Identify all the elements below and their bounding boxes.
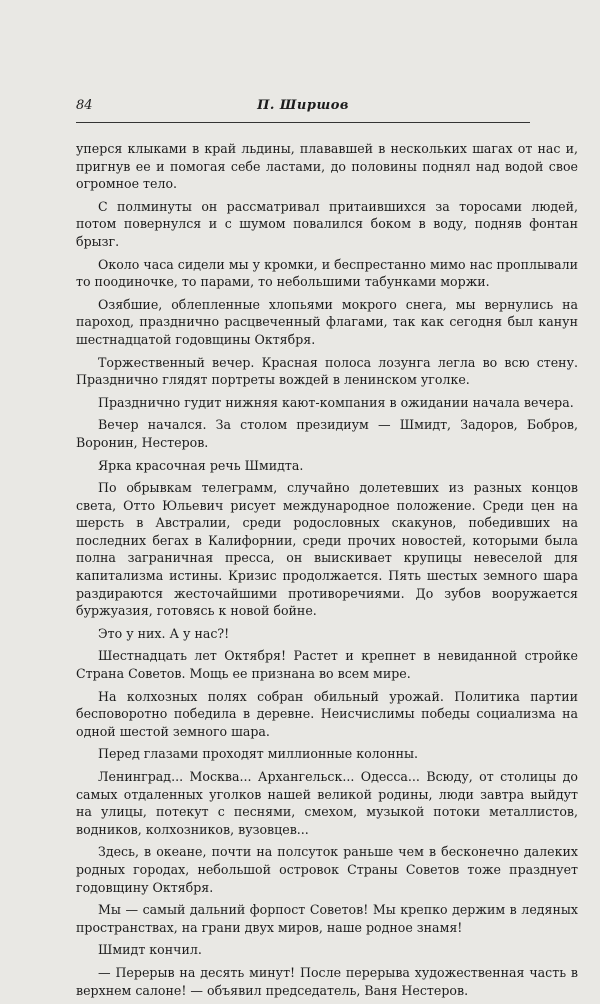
paragraph: С полминуты он рассматривал притаившихся за торосами людей, потом повернулся и с шумом повалился боком в воду, подняв фонтан брызг. <box>76 198 578 249</box>
paragraph: По обрывкам телеграмм, случайно долетевших из разных концов света, Отто Юльевич рисует международное положение. Среди цен на шерсть в Австралии, среди родословных скакунов, победивших на последних бегах в Калифорнии, среди прочих новостей, которыми была полна заграничная пресса, он выискивает крупицы невеселой для капитализма истины. Кризис продолжается. Пять шестых земного шара раздираются жесточайшими противоречиями. До зубов вооружается буржуазия, готовясь к новой бойне. <box>76 480 578 619</box>
paragraph: Перед глазами проходят миллионные колонны. <box>98 746 419 762</box>
paragraph: Празднично гудит нижняя кают-компания в ожидании начала вечера. <box>98 394 574 410</box>
paragraph: Озябшие, облепленные хлопьями мокрого снега, мы вернулись на пароход, празднично расцвеченный флагами, так как сегодня был канун шестнадцатой годовщины Октября. <box>76 296 578 347</box>
paragraph: уперся клыками в край льдины, плававшей в нескольких шагах от нас и, пригнув ее и помогая себе ластами, до половины поднял над водой свое огромное тело. <box>76 141 578 192</box>
paragraph: Ленинград... Москва... Архангельск... Одесса... Всюду, от столицы до самых отдаленных уголков нашей великой родины, люди завтра выйдут на улицы, потекут с песнями, смехом, музыкой потоки металлистов, водников, колхозников, вузовцев... <box>76 769 578 837</box>
body-text <box>76 140 578 1004</box>
paragraph: Здесь, в океане, почти на полсуток раньше чем в бесконечно далеких родных городах, небольшой островок Страны Советов тоже празднует годовщину Октября. <box>76 844 578 895</box>
paragraph: Это у них. А у нас?! <box>98 625 230 641</box>
page-number: 84 <box>76 98 93 113</box>
paragraph: — Перерыв на десять минут! После перерыва художественная часть в верхнем салоне! — объявил председатель, Ваня Нестеров. <box>76 964 578 998</box>
paragraph: Около часа сидели мы у кромки, и беспрестанно мимо нас проплывали то поодиночке, то парами, то небольшими табунками моржи. <box>76 256 578 290</box>
paragraph: Вечер начался. За столом президиум — Шмидт, Задоров, Бобров, Воронин, Нестеров. <box>76 417 578 450</box>
paragraph: Ярка красочная речь Шмидта. <box>98 457 304 473</box>
paragraph: Шмидт кончил. <box>98 942 202 958</box>
running-head: П. Ширшов <box>257 98 349 113</box>
paragraph: Мы — самый дальний форпост Советов! Мы крепко держим в ледяных пространствах, на грани двух миров, наше родное знамя! <box>76 902 578 935</box>
page-header <box>76 98 530 123</box>
paragraph: На колхозных полях собран обильный урожай. Политика партии бесповоротно победила в деревне. Неисчислимы победы социализма на одной шестой земного шара. <box>76 688 578 739</box>
paragraph: Торжественный вечер. Красная полоса лозунга легла во всю стену. Празднично глядят портреты вождей в ленинском уголке. <box>76 354 578 388</box>
paragraph: Шестнадцать лет Октября! Растет и крепнет в невиданной стройке Страна Советов. Мощь ее признана во всем мире. <box>76 648 578 682</box>
